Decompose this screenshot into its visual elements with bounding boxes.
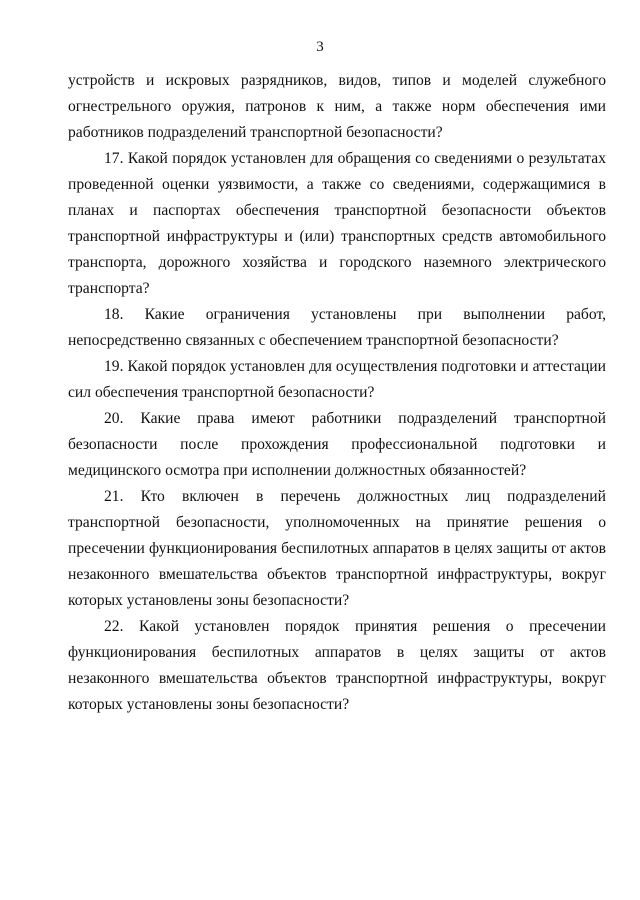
document-body xyxy=(68,68,606,718)
question-21: 21. Кто включен в перечень должностных лиц подразделений транспортной безопасности, уполномоченных на принятие решения о пресечении функционирования беспилотных аппаратов в целях защиты от актов незаконного вмешательства объектов транспортной инфраструктуры, вокруг которых установлены зоны безопасности? xyxy=(68,488,606,609)
page-number: 3 xyxy=(316,39,324,55)
question-18: 18. Какие ограничения установлены при выполнении работ, непосредственно связанных с обеспечением транспортной безопасности? xyxy=(68,306,606,349)
question-20: 20. Какие права имеют работники подразделений транспортной безопасности после прохождения профессиональной подготовки и медицинского осмотра при исполнении должностных обязанностей? xyxy=(68,410,606,479)
question-19: 19. Какой порядок установлен для осуществления подготовки и аттестации сил обеспечения транспортной безопасности? xyxy=(68,358,606,401)
question-22: 22. Какой установлен порядок принятия решения о пресечении функционирования беспилотных аппаратов в целях защиты от актов незаконного вмешательства объектов транспортной инфраструктуры, вокруг которых установлены зоны безопасности? xyxy=(68,618,606,713)
question-17: 17. Какой порядок установлен для обращения со сведениями о результатах проведенной оценки уязвимости, а также со сведениями, содержащимися в планах и паспортах обеспечения транспортной безопасности объектов транспортной инфраструктуры и (или) транспортных средств автомобильного транспорта, дорожного хозяйства и городского наземного электрического транспорта? xyxy=(68,150,606,297)
paragraph-continuation: устройств и искровых разрядников, видов, типов и моделей служебного огнестрельного оружия, патронов к ним, а также норм обеспечения ими работников подразделений транспортной безопасности? xyxy=(68,72,606,141)
